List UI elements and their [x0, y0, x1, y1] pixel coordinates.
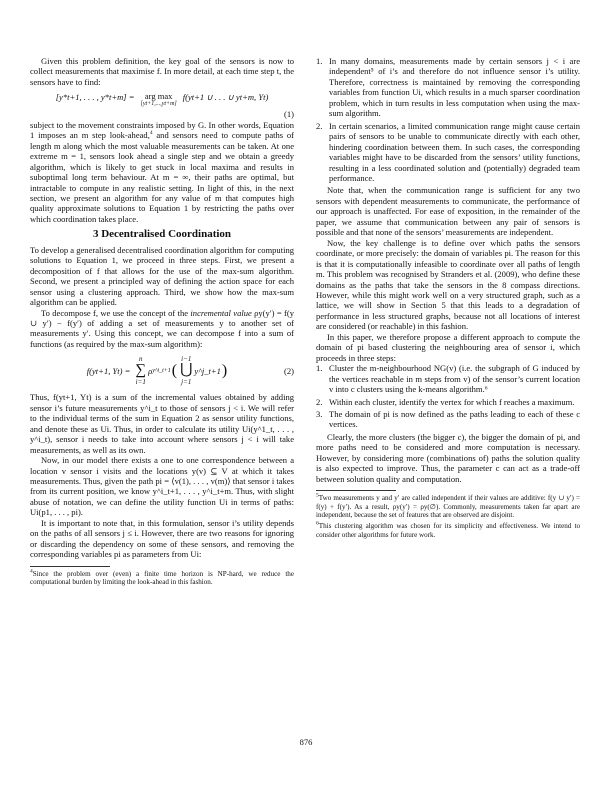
footnote-ref-4: 4 — [149, 130, 153, 137]
paragraph-decompose-text: To decompose f, we use the concept of the — [41, 307, 191, 318]
incremental-value-term: incremental value — [190, 307, 252, 318]
left-paren: ( — [171, 361, 178, 379]
paragraph-lookahead — [30, 120, 294, 225]
equation-2-union-bottom: j=1 — [181, 378, 192, 387]
footnote-5-text: Two measurements y and y′ are called independent if their values are additive: f(y ∪ y′) = f(y) + f(y′). As a result, ρy(y′) = ρy(∅). Commonly, measurements taken far apart are independent, because the set of features that are observed are disjoint. — [316, 494, 580, 520]
list-item-text: Within each cluster, identify the vertex for which f reaches a maximum. — [329, 396, 575, 407]
steps-list — [316, 363, 580, 430]
list-item — [316, 397, 580, 407]
equation-2-rho-sub: y^i_t+1 — [152, 367, 171, 374]
paragraph-decompose-text-cont: ρy(y′) = f(y ∪ y′) − f(y′) of adding a set of measurements y to another set of measurements y′. Using this concept, we can decompose f into a sum of functions (as required by the max-sum algorithm): — [30, 307, 295, 349]
equation-1-lhs: [y*t+1, . . . , y*t+m] = — [55, 92, 135, 103]
equation-1-rhs: f(yt+1 ∪ . . . ∪ yt+m, Yt) — [182, 92, 269, 103]
list-item-text: In many domains, measurements made by certain sensors j < i are independent⁵ of i’s and therefore do not influence sensor i’s utility. Therefore, correctness is maintained by removing the corresponding variables from function Ui, which results in a much sparser coordination problem, which in turn results in less computation when using the max-sum algorithm. — [329, 56, 580, 119]
section-heading: 3 Decentralised Coordination — [92, 228, 232, 241]
equation-1 — [30, 92, 294, 108]
list-item-number: 1. — [316, 56, 323, 66]
paragraph-utility-functions: Thus, f(yt+1, Yt) is a sum of the incremental values obtained by adding sensor i’s future measurements y^i_t to those of sensors j < i. We will refer to the individual terms of the sum in Equation 2 as sensor utility functions, and denote these as Ui. Thus, in order to calculate its utility Ui(y^1_t, . . . , y^i_t), sensor i needs to take into account where sensors j < i will take measurements, as well as its own. — [30, 392, 294, 455]
right-column — [316, 56, 580, 541]
footnote-4-mark: 4 — [30, 568, 33, 575]
paragraph-three-steps: To develop a generalised decentralised coordination algorithm for computing solutions to Equation 1, we proceed in three steps. First, we present a decomposition of f that allows for the use of the max-sum algorithm. Second, we present a principled way of defining the action space for each sensor using a clustering approach. Third, we show how the max-sum algorithm can be applied. — [30, 244, 294, 308]
list-item-number: 3. — [316, 408, 323, 419]
footnote-5-mark: 5 — [316, 492, 319, 499]
paragraph-communication: Note that, when the communication range is sufficient for any two sensors with dependent measurements to communicate, the performance of our approach is unaffected. For ease of exposition, in the remainder of the paper, we assume that communication between any pair of sensors is possible and that none of the sensors’ measurements are independent. — [316, 185, 580, 238]
union-symbol: ⋃ — [180, 362, 193, 379]
footnote-6-text: This clustering algorithm was chosen for its simplicity and effectiveness. We intend to consider other algorithms for future work. — [316, 521, 580, 539]
paragraph-decompose — [30, 308, 294, 350]
footnote-4 — [30, 570, 294, 587]
list-item-text: The domain of pi is now defined as the paths leading to each of these c vertices. — [329, 408, 580, 430]
equation-2-union-top: i−1 — [181, 355, 192, 364]
equation-2-number: (2) — [284, 365, 294, 376]
equation-2-sum-top: n — [138, 355, 143, 364]
page-number: 876 — [299, 737, 313, 747]
equation-2-sum-bottom: i=1 — [135, 378, 146, 387]
sum-symbol: ∑ — [135, 362, 147, 379]
list-item-text: In certain scenarios, a limited communication range might cause certain pairs of sensors to be unable to communicate directly with each other, hindering coordination between them. In such cases, the corresponding variables might have to be discarded from the sensors’ utility functions, resulting in a less coordinated solution and (potentially) degraded team performance. — [329, 120, 580, 183]
footnote-rule — [30, 566, 110, 567]
list-item-number: 2. — [316, 396, 323, 407]
equation-1-operator: arg max — [144, 91, 173, 102]
paragraph-paths: Now, in our model there exists a one to one correspondence between a location v sensor i visits and the locations y(v) ⊆ V at which it takes measurements. Thus, given the path pi = ⟨v(1), . . . , v(m)⟩ that sensor i takes from its current position, we know y^i_t+1, . . . , y^i_t+m. Thus, with slight abuse of notation, we can define the utility function Ui in terms of paths: Ui(p1, . . . , pi). — [30, 455, 294, 518]
footnote-4-text: Since the problem over (even) a finite time horizon is NP-hard, we reduce the computational burden by limiting the look-ahead in this fashion. — [30, 569, 294, 587]
list-item — [316, 121, 580, 184]
footnote-rule — [316, 490, 396, 491]
list-item-number: 1. — [316, 363, 323, 374]
left-column — [30, 56, 294, 589]
paragraph-dependency: It is important to note that, in this formulation, sensor i’s utility depends on the paths of all sensors j ≤ i. However, there are two reasons for ignoring or discarding the dependency on some of these sensors, and removing the corresponding variables pi as parameters from Ui: — [30, 517, 294, 560]
list-item-number: 2. — [316, 120, 323, 131]
list-item-text: Cluster the m-neighbourhood NG(v) (i.e. the subgraph of G induced by the vertices reachable in m steps from v) of the sensor’s current location v into c clusters using the k-means algorithm.⁶ — [329, 363, 580, 395]
footnote-5 — [316, 494, 580, 520]
right-paren: ) — [221, 361, 228, 379]
paragraph-lookahead-text: subject to the movement constraints imposed by G. In other words, Equation 1 imposes an m step look-ahead, — [30, 119, 294, 141]
equation-2-lhs: f(yt+1, Yt) = — [86, 365, 131, 376]
equation-1-subscript: [yt+1,...,yt+m] — [140, 101, 177, 108]
equation-1-number: (1) — [284, 109, 294, 120]
paragraph-key-challenge: Now, the key challenge is to define over which paths the sensors coordinate, or more precisely: the domain of variables pi. The reason for this is that it is computationally infeasible to coordinate over all paths of length m. This problem was recognised by Stranders et al. (2009), who define these domains as the paths that take the sensors in the 8 compass directions. However, while this might work well on a very structured graph, such as a lattice, we will show in Section 5 that this leads to a degradation of performance in less structured graphs, because not all locations of interest are considered (or reachable) in this fashion. — [316, 237, 580, 332]
paragraph-tradeoff: Clearly, the more clusters (the bigger c), the bigger the domain of pi, and more paths need to be considered and more computation is necessary. However, by considering more (combinations of) paths the solution quality is also expected to improve. Thus, the parameter c can act as a trade-off between solution quality and computation. — [316, 431, 580, 484]
equation-2 — [30, 355, 294, 386]
reasons-list — [316, 56, 580, 183]
list-item — [316, 56, 580, 119]
footnote-6 — [316, 522, 580, 539]
equation-2-rho: ρ — [148, 365, 153, 376]
equation-2-tail: y^j_t+1 — [194, 365, 221, 376]
paragraph-proposal: In this paper, we therefore propose a different approach to compute the domain of pi based clustering the neighbouring area of sensor i, which proceeds in three steps: — [316, 331, 580, 363]
list-item — [316, 409, 580, 430]
list-item — [316, 363, 580, 394]
paragraph-lookahead-text-cont: and sensors need to compute paths of length m along which the most valuable measurements can be taken. At one extreme m = 1, sensors look ahead a single step and we obtain a greedy algorithm, which is likely to get stuck in local maxima and results in suboptimal long term behaviour. At m = ∞, their paths are optimal, but intractable to compute in any realistic setting. In light of this, in the next section, we present an algorithm for any value of m that computes high quality approximate solutions to Equation 1 by restricting the paths over which coordination takes place. — [30, 130, 295, 224]
paragraph-intro: Given this problem definition, the key goal of the sensors is now to collect measurements that maximise f. In more detail, at each time step t, the sensors have to find: — [30, 56, 294, 87]
footnote-6-mark: 6 — [316, 520, 319, 527]
